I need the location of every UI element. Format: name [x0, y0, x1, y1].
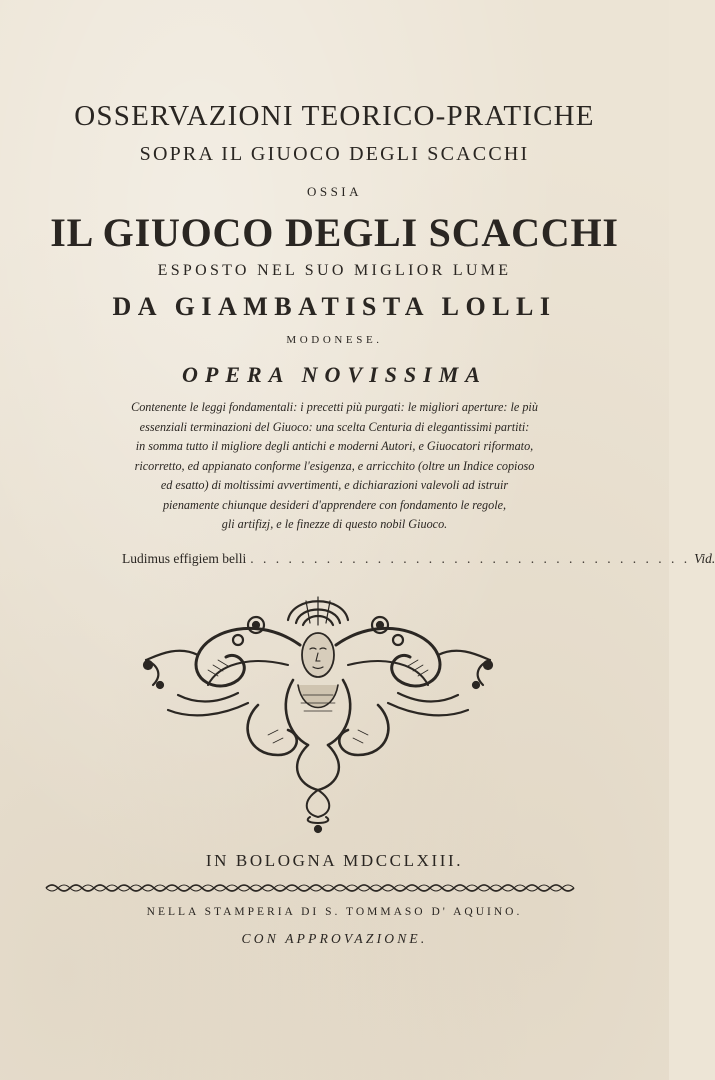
description-block — [34, 398, 635, 535]
author-line: DA GIAMBATISTA LOLLI — [112, 292, 557, 321]
motto-line — [122, 551, 715, 567]
author-origin: MODONESE. — [286, 334, 383, 346]
description-line: pienamente chiunque desideri d'apprendere con fondamento le regole, — [162, 497, 507, 512]
title-line-sopra: SOPRA IL GIUOCO DEGLI SCACCHI — [139, 143, 530, 165]
main-title: IL GIUOCO DEGLI SCACCHI — [50, 210, 619, 255]
motto-source: Vid. — [694, 551, 715, 566]
description-line: ricorretto, ed appianato conforme l'esigenza, e arricchito (oltre un Indice copioso — [134, 458, 535, 473]
baroque-ornament-icon — [138, 585, 498, 835]
description-line: gli artifizj, e le finezze di questo nobil Giuoco. — [221, 517, 448, 531]
decorative-rule-icon — [46, 882, 578, 894]
description-line: in somma tutto il migliore degli antichi e moderni Autori, e Giuocatori riformato, — [135, 439, 534, 453]
imprint-place-date: IN BOLOGNA MDCCLXIII. — [205, 851, 464, 870]
title-line-observations: OSSERVAZIONI TEORICO-PRATICHE — [74, 100, 595, 132]
imprint-approval: CON APPROVAZIONE. — [241, 931, 428, 946]
imprint-printer: NELLA STAMPERIA DI S. TOMMASO D' AQUINO. — [146, 906, 523, 918]
motto-leader-dots: . . . . . . . . . . . . . . . . . . . . . . . . . . . . . . . . . . . — [250, 551, 691, 566]
opera-novissima: OPERA NOVISSIMA — [182, 362, 487, 387]
description-line: essenziali terminazioni del Giuoco: una scelta Centuria di elegantissimi partiti: — [139, 419, 530, 434]
motto-text: Ludimus effigiem belli — [122, 551, 247, 566]
description-line: Contenente le leggi fondamentali: i precetti più purgati: le migliori aperture: le più — [131, 400, 538, 414]
description-line: ed esatto) di moltissimi avvertimenti, e dichiarazioni valevoli ad istruir — [160, 478, 509, 492]
title-line-ossia: OSSIA — [306, 184, 363, 199]
title-line-esposto: ESPOSTO NEL SUO MIGLIOR LUME — [157, 262, 512, 279]
